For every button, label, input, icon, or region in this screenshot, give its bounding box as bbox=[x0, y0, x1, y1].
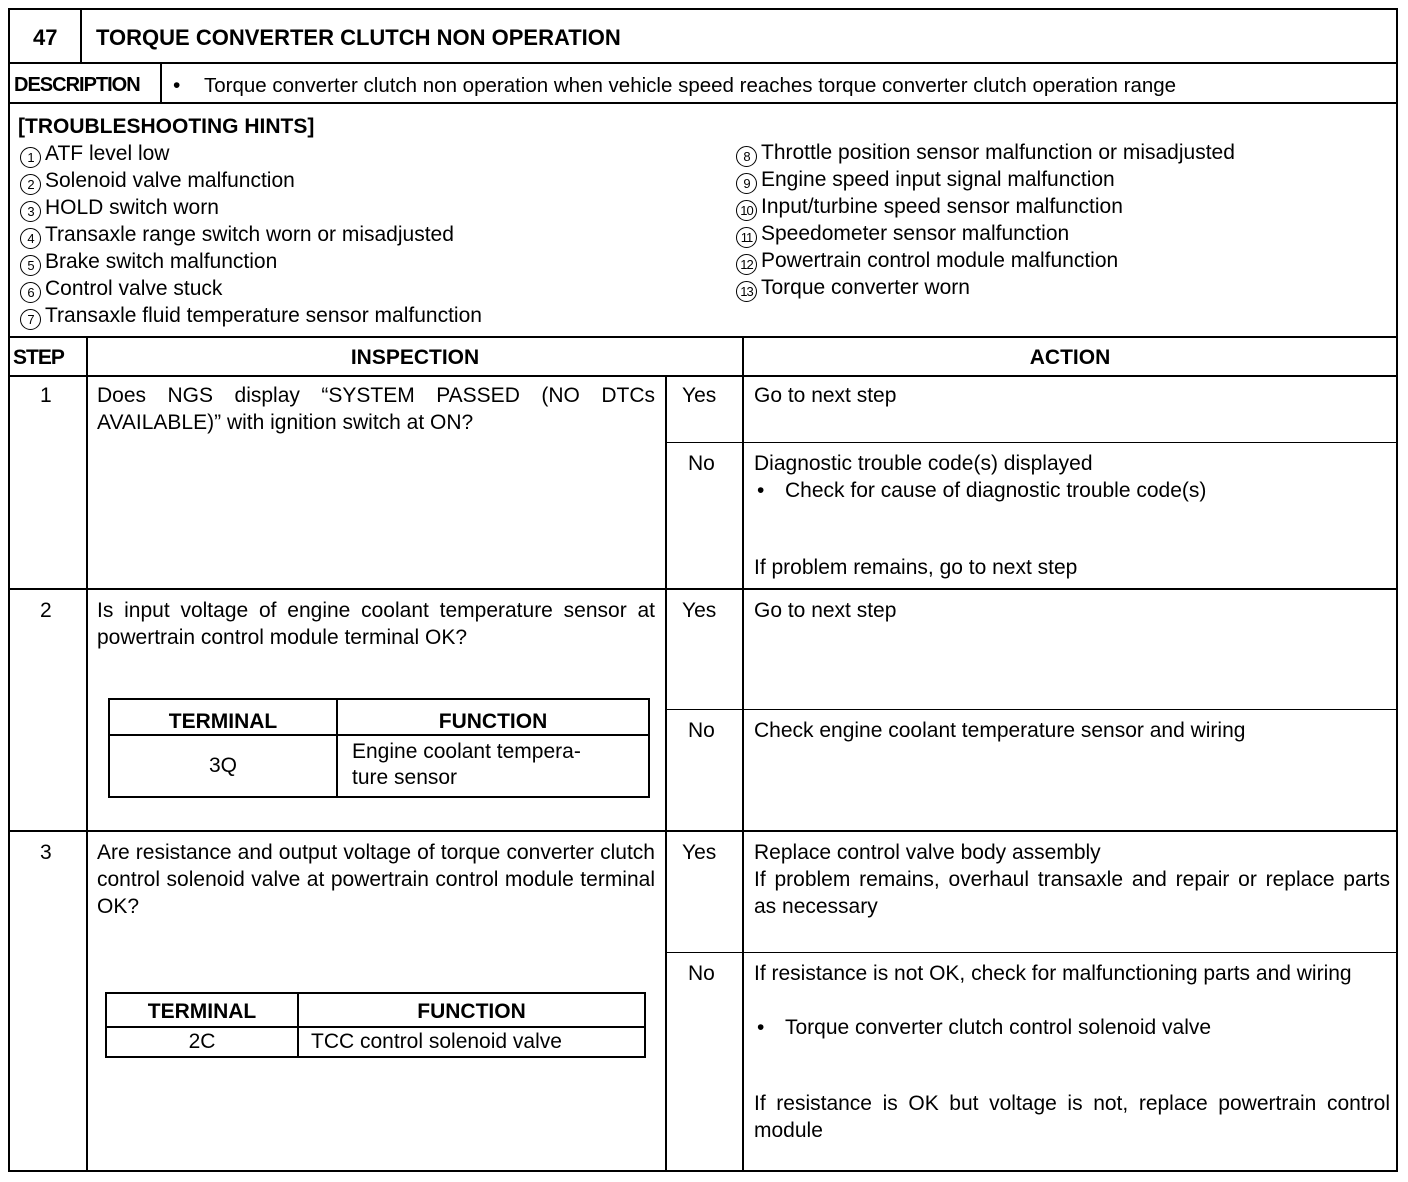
yes-action-followup: If problem remains, overhaul transaxle and repair or replace parts as necessary bbox=[754, 868, 1390, 918]
hint-text: Input/turbine speed sensor malfunction bbox=[761, 195, 1123, 218]
hint-item bbox=[20, 221, 454, 249]
terminal-table bbox=[108, 698, 650, 798]
hint-number: 10 bbox=[736, 200, 757, 221]
hint-item bbox=[736, 193, 1123, 221]
hint-text: Brake switch malfunction bbox=[45, 250, 278, 273]
no-label: No bbox=[688, 452, 715, 475]
description-text: Torque converter clutch non operation when vehicle speed reaches torque converter clutch operation range bbox=[204, 74, 1177, 97]
hint-item bbox=[20, 194, 219, 222]
yes-label: Yes bbox=[682, 841, 717, 864]
no-label: No bbox=[688, 719, 715, 742]
hint-number: 11 bbox=[736, 227, 757, 248]
step-number: 3 bbox=[40, 841, 52, 864]
terminal-table bbox=[105, 992, 646, 1058]
hint-item bbox=[20, 167, 295, 195]
hint-text: Control valve stuck bbox=[45, 277, 223, 300]
function-value: Engine coolant tempera- bbox=[352, 740, 581, 763]
hint-text: Torque converter worn bbox=[761, 276, 970, 299]
hint-item bbox=[736, 220, 1069, 248]
hint-item bbox=[20, 140, 169, 168]
step-number: 1 bbox=[40, 384, 52, 407]
function-value-cont: ture sensor bbox=[352, 766, 458, 789]
step-number: 2 bbox=[40, 599, 52, 622]
terminal-value: 3Q bbox=[208, 754, 237, 777]
hint-number: 6 bbox=[20, 282, 41, 303]
function-header: FUNCTION bbox=[417, 1000, 526, 1023]
column-inspection: INSPECTION bbox=[350, 346, 480, 369]
troubleshooting-sheet bbox=[8, 8, 1398, 1172]
yes-label: Yes bbox=[682, 599, 717, 622]
no-action: Diagnostic trouble code(s) displayed bbox=[754, 452, 1093, 475]
hint-number: 13 bbox=[736, 281, 757, 302]
description-label: DESCRIPTION bbox=[14, 74, 140, 96]
yes-action: Go to next step bbox=[754, 384, 897, 407]
hint-text: ATF level low bbox=[45, 142, 170, 165]
terminal-header: TERMINAL bbox=[168, 710, 278, 733]
hint-item bbox=[20, 302, 482, 330]
hints-title: [TROUBLESHOOTING HINTS] bbox=[18, 115, 315, 138]
hint-number: 2 bbox=[20, 174, 41, 195]
no-action-bullet: Torque converter clutch control solenoid valve bbox=[785, 1016, 1212, 1039]
column-action: ACTION bbox=[1029, 346, 1111, 369]
hint-number: 7 bbox=[20, 309, 41, 330]
description-bullet: • bbox=[173, 74, 181, 97]
no-action: If resistance is not OK, check for malfunctioning parts and wiring bbox=[754, 962, 1352, 985]
hint-text: Engine speed input signal malfunction bbox=[761, 168, 1115, 191]
hint-item bbox=[736, 139, 1235, 167]
yes-action: Go to next step bbox=[754, 599, 897, 622]
hint-item bbox=[736, 247, 1118, 275]
yes-action: Replace control valve body assembly bbox=[754, 841, 1101, 864]
hint-number: 8 bbox=[736, 146, 757, 167]
function-header: FUNCTION bbox=[438, 710, 548, 733]
hint-number: 9 bbox=[736, 173, 757, 194]
hint-number: 5 bbox=[20, 255, 41, 276]
sheet-number: 47 bbox=[33, 25, 58, 50]
no-action-followup: If resistance is OK but voltage is not, replace powertrain control module bbox=[754, 1092, 1390, 1142]
hint-number: 12 bbox=[736, 254, 757, 275]
hint-number: 3 bbox=[20, 201, 41, 222]
hint-text: Transaxle range switch worn or misadjusted bbox=[45, 223, 454, 246]
no-action: Check engine coolant temperature sensor and wiring bbox=[754, 719, 1246, 742]
hint-text: Powertrain control module malfunction bbox=[761, 249, 1119, 272]
step-question: Does NGS display “SYSTEM PASSED (NO DTCs AVAILABLE)” with ignition switch at ON? bbox=[97, 384, 655, 434]
no-action-bullet-dot: • bbox=[757, 1016, 765, 1039]
hint-item bbox=[20, 248, 277, 276]
hint-item bbox=[20, 275, 222, 303]
hint-text: Solenoid valve malfunction bbox=[45, 169, 295, 192]
hint-text: Speedometer sensor malfunction bbox=[761, 222, 1070, 245]
hint-number: 4 bbox=[20, 228, 41, 249]
hint-item bbox=[736, 166, 1115, 194]
terminal-value: 2C bbox=[188, 1030, 216, 1053]
no-action-followup: If problem remains, go to next step bbox=[754, 556, 1078, 579]
yes-label: Yes bbox=[682, 384, 717, 407]
no-action-bullet: Check for cause of diagnostic trouble code(s) bbox=[785, 479, 1207, 502]
terminal-header: TERMINAL bbox=[147, 1000, 257, 1023]
hint-text: HOLD switch worn bbox=[45, 196, 219, 219]
hint-text: Throttle position sensor malfunction or misadjusted bbox=[761, 141, 1235, 164]
hint-text: Transaxle fluid temperature sensor malfunction bbox=[45, 304, 482, 327]
column-step: STEP bbox=[13, 346, 64, 369]
step-question: Is input voltage of engine coolant temperature sensor at powertrain control module terminal OK? bbox=[97, 599, 655, 649]
hint-number: 1 bbox=[20, 147, 41, 168]
no-action-bullet-dot: • bbox=[757, 479, 765, 502]
sheet-title: TORQUE CONVERTER CLUTCH NON OPERATION bbox=[96, 25, 621, 50]
function-value: TCC control solenoid valve bbox=[311, 1030, 562, 1053]
step-question: Are resistance and output voltage of torque converter clutch control solenoid valve at powertrain control module terminal OK? bbox=[97, 841, 655, 918]
hint-item bbox=[736, 274, 970, 302]
no-label: No bbox=[688, 962, 715, 985]
